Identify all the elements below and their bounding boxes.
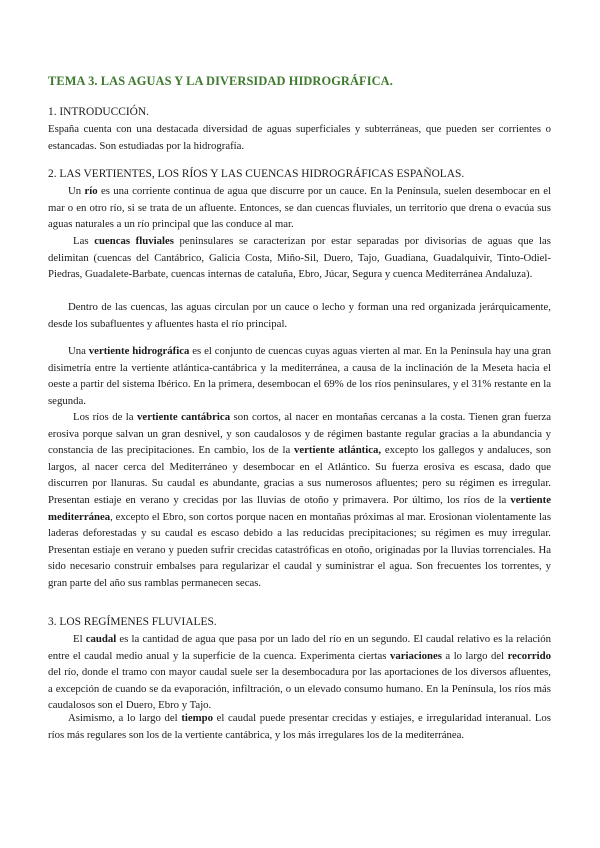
section-3-heading: 3. LOS REGÍMENES FLUVIALES. <box>48 616 217 628</box>
section-1-paragraph-1: España cuenta con una destacada diversidad de aguas superficiales y subterráneas, que pueden ser corrientes o estancadas. Son estudiadas por la hidrografía. <box>48 123 551 152</box>
section-2-paragraph-5: Los ríos de la vertiente cantábrica son cortos, al nacer en montañas cercanas a la costa. Tienen gran fuerza erosiva porque salvan un gran desnivel, y son caudalosos y de régimen bastante regular gracias a la abundancia y constancia de las precipitaciones. En cambio, los de la vertiente atlántica, excepto los gallegos y andaluces, son largos, al nacer cerca del Mediterráneo y desembocar en el Atlántico. Su fuerza erosiva es escasa, dado que discurren por llanuras. Su caudal es abundante, gracias a sus numerosos afluentes; pero su régimen es irregular. Presentan estiaje en verano y crecidas por las lluvias de otoño y primavera. Por último, los ríos de la vertiente mediterránea, excepto el Ebro, son cortos porque nacen en montañas próximas al mar. Erosionan violentamente las laderas deforestadas y su caudal es escaso debido a las reducidas precipitaciones; su régimen es muy irregular. Presentan estiaje en verano y pueden sufrir crecidas catastróficas en otoño, originadas por la lluvias torrenciales. Ha sido necesario construir embalses para regularizar el caudal y suministrar el agua. Son frecuentes los torrentes, y gran parte del año sus ramblas permanecen secas. <box>48 411 551 589</box>
section-1-heading: 1. INTRODUCCIÓN. <box>48 106 149 118</box>
section-3-paragraph-1: El caudal es la cantidad de agua que pasa por un lado del río en un segundo. El caudal relativo es la relación entre el caudal medio anual y la superficie de la cuenca. Experimenta ciertas variaciones a lo largo del recorrido del río, donde el tramo con mayor caudal suele ser la desembocadura por las aportaciones de los diversos afluentes, a excepción de cuando se da evaporación, infiltración, o un elevado consumo humano. En la Península, los ríos más caudalosos son el Duero, Ebro y Tajo. <box>48 633 551 712</box>
section-2-paragraph-4: Una vertiente hidrográfica es el conjunto de cuencas cuyas aguas vierten al mar. En la Península hay una gran disimetría entre la vertiente atlántica-cantábrica y la mediterránea, a causa de la inclinación de la Meseta hacia el oeste a partir del sistema Ibérico. En la primera, desembocan el 69% de los ríos peninsulares, y el 31% restante en la segunda. <box>48 345 551 407</box>
section-2-paragraph-2: Las cuencas fluviales peninsulares se caracterizan por estar separadas por divisorias de aguas que las delimitan (cuencas del Cantábrico, Galicia Costa, Miño-Sil, Duero, Tajo, Guadiana, Guadalquivir, Tinto-Odiel-Piedras, Guadalete-Barbate, cuencas internas de cataluña, Ebro, Júcar, Segura y cuenca Mediterránea Andaluza). <box>48 235 551 281</box>
document-title: TEMA 3. LAS AGUAS Y LA DIVERSIDAD HIDROGRÁFICA. <box>48 74 393 88</box>
section-2-paragraph-1: Un río es una corriente continua de agua que discurre por un cauce. En la Península, suelen desembocar en el mar o en otro río, si se trata de un afluente. Entonces, se dan cuencas fluviales, un territorio que drena o evacúa sus aguas naturales a un río principal que las conduce al mar. <box>48 185 551 231</box>
section-2-heading: 2. LAS VERTIENTES, LOS RÍOS Y LAS CUENCAS HIDROGRÁFICAS ESPAÑOLAS. <box>48 168 465 180</box>
section-3-paragraph-2: Asimismo, a lo largo del tiempo el caudal puede presentar crecidas y estiajes, e irregularidad interanual. Los ríos más regulares son los de la vertiente cantábrica, y los más irregulares los de la mediterránea. <box>48 712 551 741</box>
section-2-paragraph-3: Dentro de las cuencas, las aguas circulan por un cauce o lecho y forman una red organizada jerárquicamente, desde los subafluentes y afluentes hasta el río principal. <box>48 301 551 330</box>
